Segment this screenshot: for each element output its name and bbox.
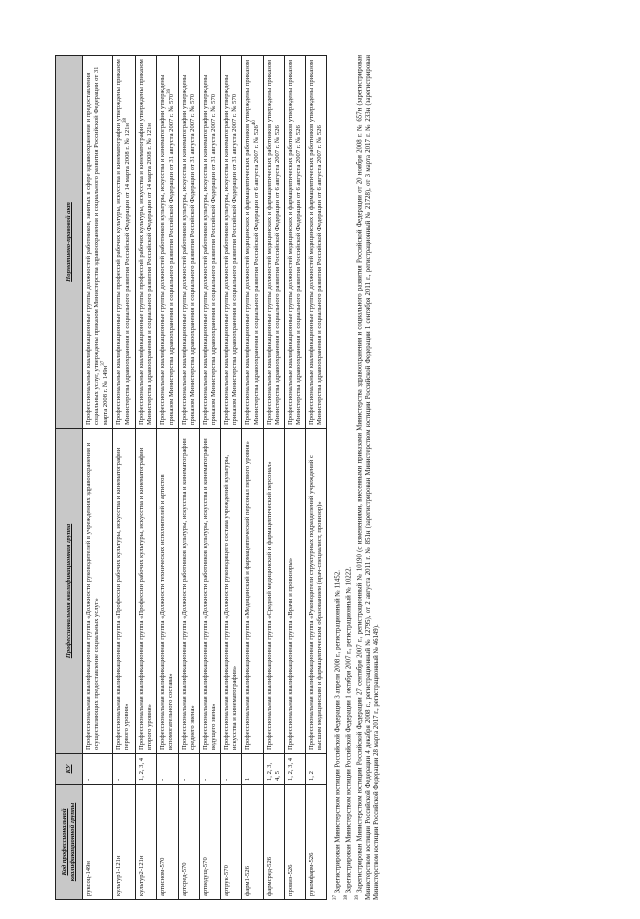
legal-act-text: Профессиональные квалификационные группы должностей медицинских и фармацевтических работников утверждены приказом Министерства здравоохранения и социального развития Российской Федерации от 6 августа 2007 г. № 526 — [244, 59, 261, 425]
pkg-group-cell: Профессиональная квалификационная группа «Средний медицинский и фармацевтический персонал» — [264, 429, 285, 754]
table-row — [83, 56, 113, 900]
table-row — [242, 56, 264, 900]
pkg-code-cell: артрук-570 — [220, 785, 241, 900]
pkg-code-cell: фарм1-526 — [242, 785, 264, 900]
pkg-code-cell: провиз-526 — [285, 785, 306, 900]
footnote-ref: 40 — [252, 120, 258, 126]
legal-act-cell — [306, 56, 327, 429]
pkg-code-cell: культур2-121н — [135, 785, 156, 900]
footnote-text: Зарегистрирован Министерством юстиции Российской Федерации 27 сентября 2007 г., регистрационный № 10190 (с изменениями, внесенными приказами Министерства здравоохранения и социального развития Российской Федерации от 20 ноября 2008 г. № 657н (зарегистрирован Министерством юстиции Российской Федерации 4 декабря 2008 г., регистрационный № 12795), от 2 августа 2011 г. № 851н (зарегистрирован Министерством юстиции Российской Федерации 1 сентября 2011 г., регистрационный № 21728), от 3 марта 2017 г. № 233н (зарегистрирован Министерством юстиции Российской Федерации 28 марта 2017 г., регистрационный № 46149). — [356, 55, 381, 900]
pkg-group-cell: Профессиональная квалификационная группа «Должности работников культуры, искусства и кинематографии среднего звена» — [178, 429, 199, 754]
pkg-group-cell: Профессиональная квалификационная группа «Медицинский и фармацевтический персонал первого уровня» — [242, 429, 264, 754]
ku-cell: - — [199, 754, 220, 785]
pkg-group-cell: Профессиональная квалификационная группа «Руководители структурных подразделений учреждений с высшим медицинским и фармацевтическим образованием (врач-специалист, провизор)» — [306, 429, 327, 754]
ku-cell: 1, 2, 3, 4 — [135, 754, 156, 785]
footnote-text: Зарегистрирован Министерством юстиции Российской Федерации 3 апреля 2008 г., регистрационный № 11452. — [334, 570, 342, 894]
pkg-code-cell: артсред-570 — [178, 785, 199, 900]
ku-cell: - — [156, 754, 178, 785]
pkg-group-cell: Профессиональная квалификационная группа «Должности технических исполнителей и артистов вспомогательного состава» — [156, 429, 178, 754]
legal-act-text: Профессиональные квалификационные группы должностей работников культуры, искусства и кинематографии утверждены приказом Министерства здравоохранения и социального развития Российской Федерации от 31 августа 2007 г. № 570 — [158, 74, 175, 425]
ku-cell: - — [178, 754, 199, 785]
footnote-ref: 38 — [123, 118, 129, 124]
legal-act-text: Профессиональные квалификационные группы должностей медицинских и фармацевтических работников утверждены приказом Министерства здравоохранения и социального развития Российской Федерации от 6 августа 2007 г. № 526 — [287, 59, 303, 425]
pkg-code-cell: культур1-121н — [113, 785, 135, 900]
legal-act-text: Профессиональные квалификационные группы должностей медицинских и фармацевтических работников утверждены приказом Министерства здравоохранения и социального развития Российской Федерации от 6 августа 2007 г. № 526 — [266, 59, 282, 425]
ku-cell: - — [220, 754, 241, 785]
ku-cell: - — [83, 754, 113, 785]
legal-act-text: Профессиональные квалификационные группы должностей медицинских и фармацевтических работников утверждены приказом Министерства здравоохранения и социального развития Российской Федерации от 6 августа 2007 г. № 526 — [308, 59, 324, 425]
footnote-number: 38 — [344, 895, 350, 900]
legal-act-cell — [135, 56, 156, 429]
legal-act-cell — [220, 56, 241, 429]
legal-act-text: Профессиональные квалификационные группы должностей работников, занятых в сфере здравоохранения и предоставления социальных услуг, утверждены приказом Министерства здравоохранения и социального развития Российской Федерации от 31 марта 2008 г. № 149н — [85, 66, 110, 425]
ku-cell: 1 — [242, 754, 264, 785]
header-act: Нормативно-правовой акт — [56, 56, 83, 429]
pkg-code-cell: артисном-570 — [156, 785, 178, 900]
legal-act-cell — [83, 56, 113, 429]
footnote — [355, 55, 382, 900]
ku-cell: 1, 2, 3, 4 — [285, 754, 306, 785]
header-ku: КУ — [56, 754, 83, 785]
table-row — [220, 56, 241, 900]
footnote — [333, 55, 343, 900]
legal-act-text: Профессиональные квалификационные группы профессий рабочих культуры, искусства и кинематографии утверждены приказом Министерства здравоохранения и социального развития Российской Федерации от 14 марта 2008 г. № 121н — [115, 59, 132, 425]
legal-act-text: Профессиональные квалификационные группы должностей работников культуры, искусства и кинематографии утверждены приказом Министерства здравоохранения и социального развития Российской Федерации от 31 августа 2007 г. № 570 — [222, 74, 238, 425]
ku-cell: 1, 2 — [306, 754, 327, 785]
legal-act-cell — [242, 56, 264, 429]
footnote-number: 39 — [354, 895, 360, 900]
pkg-code-cell: рукомфарм-526 — [306, 785, 327, 900]
table-row — [199, 56, 220, 900]
legal-act-text: Профессиональные квалификационные группы профессий рабочих культуры, искусства и кинематографии утверждены приказом Министерства здравоохранения и социального развития Российской Федерации от 14 марта 2008 г. № 121н — [137, 59, 153, 425]
table-body — [83, 56, 327, 900]
legal-act-text: Профессиональные квалификационные группы должностей работников культуры, искусства и кинематографии утверждены приказом Министерства здравоохранения и социального развития Российской Федерации от 31 августа 2007 г. № 570 — [180, 74, 196, 425]
legal-act-text: Профессиональные квалификационные группы должностей работников культуры, искусства и кинематографии утверждены приказом Министерства здравоохранения и социального развития Российской Федерации от 31 августа 2007 г. № 570 — [201, 74, 217, 425]
pkg-group-cell: Профессиональная квалификационная группа «Профессии рабочих культуры, искусства и кинематографии первого уровня» — [113, 429, 135, 754]
pkg-group-cell: Профессиональная квалификационная группа «Должности руководящего состава учреждений культуры, искусства и кинематографии» — [220, 429, 241, 754]
pkg-code-cell: руксоц-149н — [83, 785, 113, 900]
legal-act-cell — [264, 56, 285, 429]
pkg-code-cell: фармсред-526 — [264, 785, 285, 900]
pkg-group-cell: Профессиональная квалификационная группа «Должности работников культуры, искусства и кинематографии ведущего звена» — [199, 429, 220, 754]
rotated-page-content — [55, 35, 615, 905]
table-row — [113, 56, 135, 900]
table-row — [178, 56, 199, 900]
table-row — [135, 56, 156, 900]
legal-act-cell — [285, 56, 306, 429]
footnote-number: 37 — [333, 895, 339, 900]
table-header-row — [56, 56, 83, 900]
pkg-group-cell: Профессиональная квалификационная группа «Должности руководителей в учреждениях здравоохранения и осуществляющих предоставление социальных услуг» — [83, 429, 113, 754]
footnote — [344, 55, 354, 900]
pkg-table — [55, 55, 327, 900]
pkg-code-cell: артведущ-570 — [199, 785, 220, 900]
table-row — [264, 56, 285, 900]
legal-act-cell — [178, 56, 199, 429]
footnote-ref: 37 — [101, 360, 107, 366]
legal-act-cell — [199, 56, 220, 429]
pkg-group-cell: Профессиональная квалификационная группа «Профессии рабочих культуры, искусства и кинематографии второго уровня» — [135, 429, 156, 754]
legal-act-cell — [156, 56, 178, 429]
table-row — [156, 56, 178, 900]
ku-cell: 1, 2, 3, 4, 5 — [264, 754, 285, 785]
ku-cell: - — [113, 754, 135, 785]
pkg-group-cell: Профессиональная квалификационная группа «Врачи и провизоры» — [285, 429, 306, 754]
footnote-ref: 39 — [166, 88, 172, 94]
header-code: Код профессиональной квалификационной группы — [56, 785, 83, 900]
footnote-text: Зарегистрирован Министерством юстиции Российской Федерации 1 октября 2007 г., регистрационный № 10222. — [345, 566, 353, 894]
table-row — [285, 56, 306, 900]
header-group: Профессиональная квалификационная группа — [56, 429, 83, 754]
legal-act-cell — [113, 56, 135, 429]
footnotes — [333, 55, 381, 900]
table-row — [306, 56, 327, 900]
